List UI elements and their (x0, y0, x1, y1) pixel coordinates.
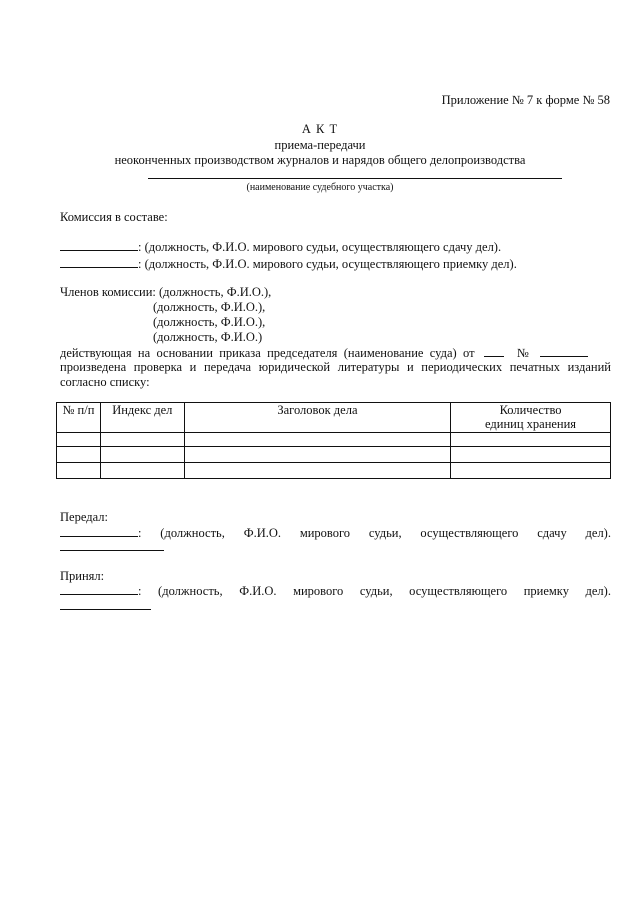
transferred-blank-group: : (60, 525, 141, 541)
table-cell (57, 463, 101, 479)
transferred-line (60, 525, 611, 541)
transferred-word: (должность, (160, 526, 225, 540)
received-word: Ф.И.О. (239, 584, 277, 598)
table-row (57, 433, 611, 447)
member-1: (должность, Ф.И.О.), (153, 300, 266, 314)
transferred-word: Ф.И.О. (243, 526, 281, 540)
table-cell (184, 447, 450, 463)
received-word: осуществляющего (409, 584, 508, 598)
member-3: (должность, Ф.И.О.) (153, 330, 263, 344)
member-2: (должность, Ф.И.О.), (153, 315, 266, 329)
col-header-quantity: Количество единиц хранения (451, 403, 611, 433)
transferred-signature-line (60, 550, 164, 551)
transferred-word: мирового (299, 526, 351, 540)
order-number-blank (540, 345, 588, 357)
order-number-sign: № (516, 346, 529, 360)
commission-row-1 (60, 239, 501, 255)
blank-field (60, 239, 138, 251)
paragraph-line-3: согласно списку: (60, 375, 150, 389)
table-row (57, 447, 611, 463)
commission-heading: Комиссия в составе: (60, 210, 168, 224)
table-cell (451, 447, 611, 463)
order-text: действующая на основании приказа председателя (наименование суда) от (60, 346, 475, 360)
received-word: приемку (523, 584, 569, 598)
received-line (60, 583, 611, 599)
col-header-title: Заголовок дела (184, 403, 450, 433)
col-header-index: Индекс дел (100, 403, 184, 433)
table-cell (57, 447, 101, 463)
court-name-line (148, 178, 562, 179)
transferred-word: сдачу (537, 526, 567, 540)
received-word: (должность, (158, 584, 223, 598)
table-cell (451, 433, 611, 447)
blank-field (60, 525, 138, 537)
doc-subtitle: приема-передачи (274, 138, 366, 152)
transferred-label: Передал: (60, 510, 108, 524)
table-cell (100, 433, 184, 447)
members-label: Членов комиссии: (должность, Ф.И.О.), (60, 285, 272, 299)
order-date-blank (484, 345, 504, 357)
received-word: мирового (293, 584, 344, 598)
transferred-word: судьи, (368, 526, 402, 540)
cases-table (56, 402, 611, 479)
received-word: дел). (585, 584, 611, 598)
table-cell (57, 433, 101, 447)
received-label: Принял: (60, 569, 105, 583)
blank-field (60, 256, 138, 268)
table-cell (184, 433, 450, 447)
col-header-number: № п/п (57, 403, 101, 433)
court-name-caption: (наименование судебного участка) (246, 182, 394, 193)
doc-title: А К Т (301, 122, 339, 136)
transferred-word: дел). (585, 526, 611, 540)
received-signature-line (60, 609, 151, 610)
transferred-word: осуществляющего (420, 526, 519, 540)
doc-subject: неоконченных производством журналов и нарядов общего делопроизводства (114, 153, 526, 167)
commission-row-1-text: : (должность, Ф.И.О. мирового судьи, осуществляющего сдачу дел). (138, 240, 502, 254)
table-cell (184, 463, 450, 479)
table-cell (100, 447, 184, 463)
table-row (57, 463, 611, 479)
received-blank-group: : (60, 583, 141, 599)
table-cell (100, 463, 184, 479)
order-line (60, 345, 611, 361)
table-header-row (57, 403, 611, 433)
received-word: судьи, (359, 584, 393, 598)
paragraph-line-2: произведена проверка и передача юридической литературы и периодических печатных изданий (60, 360, 611, 374)
table-cell (451, 463, 611, 479)
commission-row-2-text: : (должность, Ф.И.О. мирового судьи, осуществляющего приемку дел). (138, 257, 517, 271)
commission-row-2 (60, 256, 517, 272)
blank-field (60, 583, 138, 595)
appendix-label: Приложение № 7 к форме № 58 (441, 93, 610, 107)
